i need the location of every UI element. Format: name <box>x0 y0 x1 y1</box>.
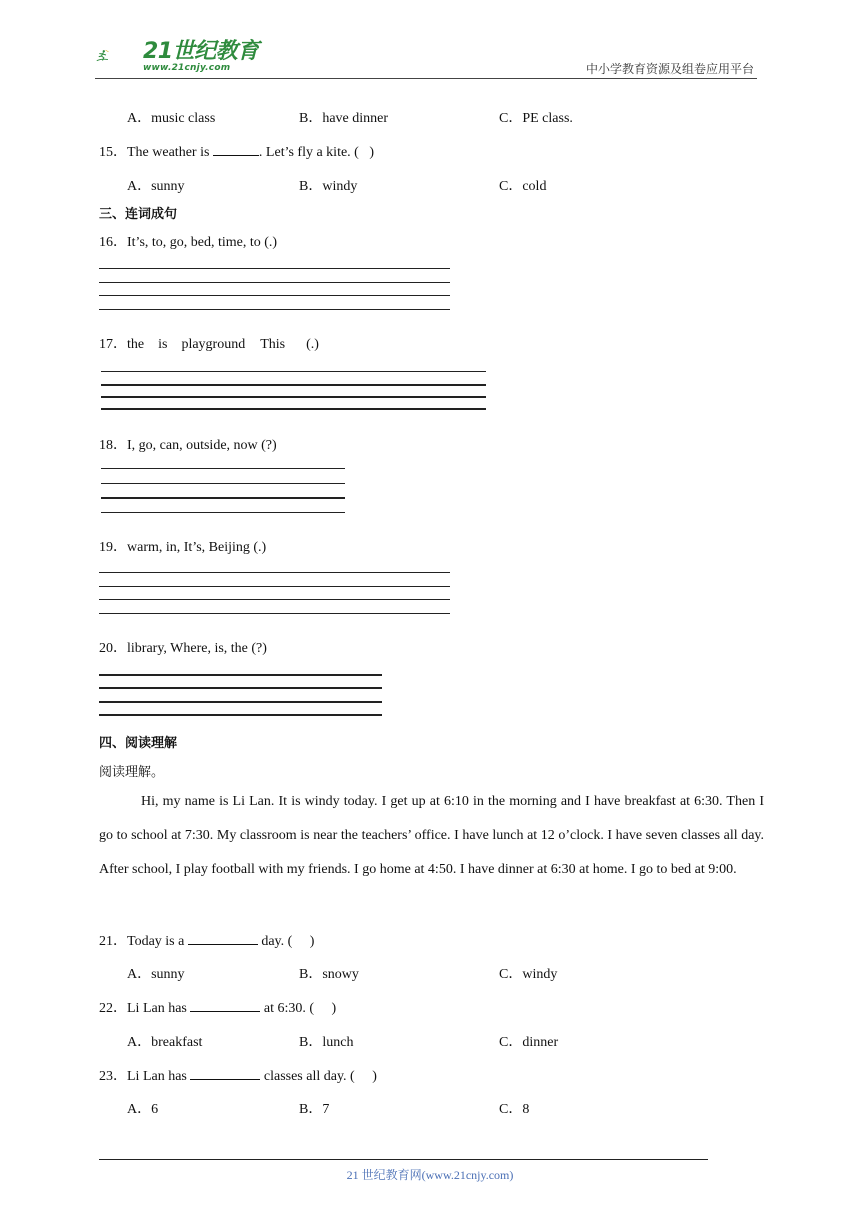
q18-answer-line[interactable] <box>101 468 345 469</box>
logo-url: www.21cnjy.com <box>143 63 231 73</box>
q23-option-a: A．6 <box>127 1102 159 1117</box>
reading-passage: Hi, my name is Li Lan. It is windy today. I get up at 6:10 in the morning and I have breakfast at 6:30. Then I go to school at 7:30. My classroom is near the teachers’ office. I have lunch at 12 o’clock. I have seven classes all day. After school, I play football with my friends. I go home at 4:50. I have dinner at 6:30 at home. I go to bed at 9:00. <box>99 794 764 877</box>
footer-divider <box>99 1159 708 1160</box>
q16-answer-line[interactable] <box>99 268 450 269</box>
q17-question <box>99 333 319 353</box>
q20-question: 20．library, Where, is, the (?) <box>99 641 267 656</box>
q20-answer-line[interactable] <box>99 701 382 703</box>
logo-text: 21世纪教育 <box>143 39 259 64</box>
footer-link[interactable]: 21 世纪教育网(www.21cnjy.com) <box>346 1168 514 1182</box>
runner-logo-icon <box>95 34 145 78</box>
q19-answer-line[interactable] <box>99 613 450 614</box>
q21-question <box>99 930 314 950</box>
q15-option-c: C．cold <box>499 179 547 194</box>
q15-text-pre: 15．The weather is <box>99 145 213 160</box>
q14-option-a: A．music class <box>127 111 216 126</box>
q18-answer-line[interactable] <box>101 497 345 499</box>
q22-text-post: at 6:30. ( ) <box>260 1001 337 1016</box>
q19-answer-line[interactable] <box>99 586 450 587</box>
q21-option-b: B．snowy <box>299 967 359 982</box>
q23-question <box>99 1065 377 1085</box>
q17-word: This <box>260 337 286 352</box>
q20-answer-line[interactable] <box>99 687 382 689</box>
q23-blank[interactable] <box>190 1067 260 1080</box>
q17-answer-line[interactable] <box>101 396 486 398</box>
q17-word: playground <box>181 337 246 352</box>
q21-text-post: day. ( ) <box>257 934 315 949</box>
q19-answer-line[interactable] <box>99 572 450 573</box>
q14-option-b: B．have dinner <box>299 111 389 126</box>
header-divider <box>95 78 757 79</box>
platform-title: 中小学教育资源及组卷应用平台 <box>585 62 754 76</box>
q22-option-a: A．breakfast <box>127 1035 203 1050</box>
q17-word: (.) <box>306 337 319 352</box>
q16-answer-line[interactable] <box>99 295 450 296</box>
q19-question: 19．warm, in, It’s, Beijing (.) <box>99 540 267 555</box>
q22-question <box>99 997 336 1017</box>
q21-blank[interactable] <box>188 932 258 945</box>
section-3-title: 三、连词成句 <box>99 207 178 222</box>
q17-word: is <box>158 337 168 352</box>
q22-option-c: C．dinner <box>499 1035 559 1050</box>
q21-text-pre: 21．Today is a <box>99 934 188 949</box>
q17-number: 17． <box>99 337 127 352</box>
q23-text-post: classes all day. ( ) <box>260 1069 377 1084</box>
q22-text-pre: 22．Li Lan has <box>99 1001 191 1016</box>
q17-answer-line[interactable] <box>101 408 486 410</box>
q15-text-post: . Let’s fly a kite. ( ) <box>258 145 374 160</box>
q15-option-b: B．windy <box>299 179 358 194</box>
q23-option-b: B．7 <box>299 1102 330 1117</box>
q20-answer-line[interactable] <box>99 674 382 676</box>
q17-answer-line[interactable] <box>101 371 486 372</box>
q16-question: 16．It’s, to, go, bed, time, to (.) <box>99 235 278 250</box>
q15-question <box>99 141 374 161</box>
q20-answer-line[interactable] <box>99 714 382 716</box>
q14-option-c: C．PE class. <box>499 111 573 126</box>
q23-option-c: C．8 <box>499 1102 530 1117</box>
q15-option-a: A．sunny <box>127 179 185 194</box>
section-4-subtitle: 阅读理解。 <box>99 765 165 780</box>
q22-blank[interactable] <box>190 999 260 1012</box>
q17-answer-line[interactable] <box>101 384 486 386</box>
section-4-title: 四、阅读理解 <box>99 736 178 751</box>
q21-option-a: A．sunny <box>127 967 185 982</box>
q18-question: 18．I, go, can, outside, now (?) <box>99 438 277 453</box>
q17-word: the <box>127 337 145 352</box>
q22-option-b: B．lunch <box>299 1035 354 1050</box>
q23-text-pre: 23．Li Lan has <box>99 1069 191 1084</box>
q16-answer-line[interactable] <box>99 309 450 310</box>
q18-answer-line[interactable] <box>101 483 345 484</box>
q19-answer-line[interactable] <box>99 599 450 600</box>
q21-option-c: C．windy <box>499 967 558 982</box>
q16-answer-line[interactable] <box>99 282 450 283</box>
q18-answer-line[interactable] <box>101 512 345 513</box>
q15-blank[interactable] <box>213 143 259 156</box>
